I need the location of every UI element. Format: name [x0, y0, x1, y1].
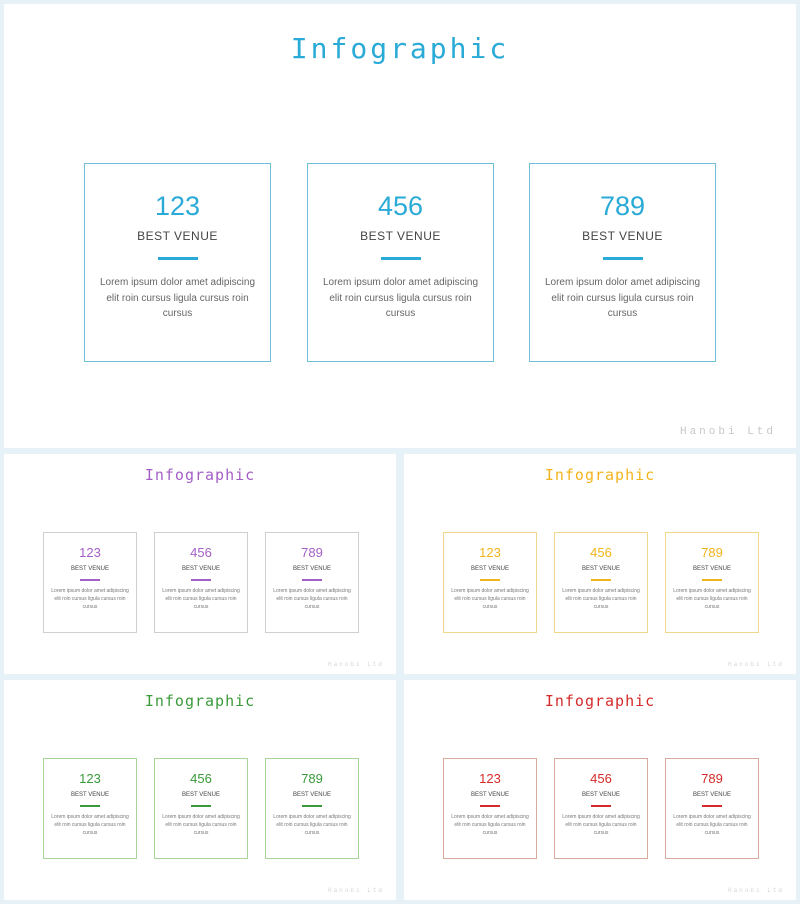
accent-bar [191, 579, 211, 581]
stat-card [154, 532, 248, 633]
slide-green [4, 680, 396, 900]
stat-card [443, 532, 537, 633]
stat-number: 123 [154, 191, 201, 221]
stat-number: 123 [479, 771, 501, 786]
stat-number: 456 [590, 771, 612, 786]
stat-label: BEST VENUE [471, 566, 509, 572]
stat-card [529, 163, 716, 362]
stat-number: 456 [190, 545, 212, 560]
stat-number: 456 [190, 771, 212, 786]
stat-label: BEST VENUE [582, 566, 620, 572]
accent-bar [480, 579, 500, 581]
accent-bar [591, 579, 611, 581]
accent-bar [191, 805, 211, 807]
accent-bar [591, 805, 611, 807]
slide-red [404, 680, 796, 900]
slide-purple [4, 454, 396, 674]
stat-card [265, 532, 359, 633]
accent-bar [381, 257, 421, 260]
brand-footer: Hanobi Ltd [327, 887, 384, 894]
stat-label: BEST VENUE [137, 229, 218, 243]
stat-card [307, 163, 494, 362]
stat-description: Lorem ipsum dolor amet adipiscing elit roin cursus ligula cursus roin cursus [162, 588, 240, 610]
stat-card [665, 532, 759, 633]
accent-bar [480, 805, 500, 807]
stat-card [554, 532, 648, 633]
stat-description: Lorem ipsum dolor amet adipiscing elit roin cursus ligula cursus roin cursus [451, 588, 529, 610]
slide-yellow [404, 454, 796, 674]
stat-card [665, 758, 759, 859]
accent-bar [302, 579, 322, 581]
slide-title: Infographic [144, 466, 256, 484]
stat-number: 789 [701, 771, 723, 786]
stat-description: Lorem ipsum dolor amet adipiscing elit roin cursus ligula cursus roin cursus [322, 277, 479, 319]
stat-description: Lorem ipsum dolor amet adipiscing elit roin cursus ligula cursus roin cursus [673, 814, 751, 836]
stat-label: BEST VENUE [71, 566, 109, 572]
stat-card [154, 758, 248, 859]
slide-title: Infographic [290, 32, 510, 65]
stat-number: 456 [377, 191, 424, 221]
stat-number: 123 [79, 771, 101, 786]
stat-number: 789 [701, 545, 723, 560]
stat-number: 789 [301, 771, 323, 786]
stat-card [265, 758, 359, 859]
stat-number: 123 [79, 545, 101, 560]
slide-title: Infographic [144, 692, 256, 710]
accent-bar [80, 579, 100, 581]
stat-label: BEST VENUE [182, 792, 220, 798]
stat-description: Lorem ipsum dolor amet adipiscing elit roin cursus ligula cursus roin cursus [273, 588, 351, 610]
stat-label: BEST VENUE [693, 792, 731, 798]
stat-card [43, 758, 137, 859]
stat-card [43, 532, 137, 633]
accent-bar [702, 579, 722, 581]
stat-description: Lorem ipsum dolor amet adipiscing elit roin cursus ligula cursus roin cursus [162, 814, 240, 836]
accent-bar [302, 805, 322, 807]
stat-number: 789 [599, 191, 646, 221]
brand-footer: Hanobi Ltd [679, 426, 776, 438]
stat-card [443, 758, 537, 859]
stat-label: BEST VENUE [693, 566, 731, 572]
stat-description: Lorem ipsum dolor amet adipiscing elit roin cursus ligula cursus roin cursus [451, 814, 529, 836]
stat-number: 456 [590, 545, 612, 560]
stat-description: Lorem ipsum dolor amet adipiscing elit roin cursus ligula cursus roin cursus [562, 814, 640, 836]
stat-number: 789 [301, 545, 323, 560]
stat-description: Lorem ipsum dolor amet adipiscing elit roin cursus ligula cursus roin cursus [99, 277, 256, 319]
stat-label: BEST VENUE [71, 792, 109, 798]
slide-title: Infographic [544, 692, 656, 710]
stat-description: Lorem ipsum dolor amet adipiscing elit roin cursus ligula cursus roin cursus [273, 814, 351, 836]
accent-bar [80, 805, 100, 807]
stat-label: BEST VENUE [582, 792, 620, 798]
stat-label: BEST VENUE [471, 792, 509, 798]
stat-label: BEST VENUE [293, 566, 331, 572]
stat-description: Lorem ipsum dolor amet adipiscing elit roin cursus ligula cursus roin cursus [673, 588, 751, 610]
stat-description: Lorem ipsum dolor amet adipiscing elit roin cursus ligula cursus roin cursus [544, 277, 701, 319]
stat-label: BEST VENUE [293, 792, 331, 798]
stat-card [554, 758, 648, 859]
accent-bar [158, 257, 198, 260]
stat-label: BEST VENUE [582, 229, 663, 243]
stat-label: BEST VENUE [360, 229, 441, 243]
main-slide [4, 4, 796, 448]
slide-title: Infographic [544, 466, 656, 484]
stat-label: BEST VENUE [182, 566, 220, 572]
stat-card [84, 163, 271, 362]
brand-footer: Hanobi Ltd [327, 661, 384, 668]
accent-bar [702, 805, 722, 807]
stat-description: Lorem ipsum dolor amet adipiscing elit roin cursus ligula cursus roin cursus [562, 588, 640, 610]
brand-footer: Hanobi Ltd [727, 887, 784, 894]
stat-number: 123 [479, 545, 501, 560]
stat-description: Lorem ipsum dolor amet adipiscing elit roin cursus ligula cursus roin cursus [51, 588, 129, 610]
accent-bar [603, 257, 643, 260]
stat-description: Lorem ipsum dolor amet adipiscing elit roin cursus ligula cursus roin cursus [51, 814, 129, 836]
brand-footer: Hanobi Ltd [727, 661, 784, 668]
